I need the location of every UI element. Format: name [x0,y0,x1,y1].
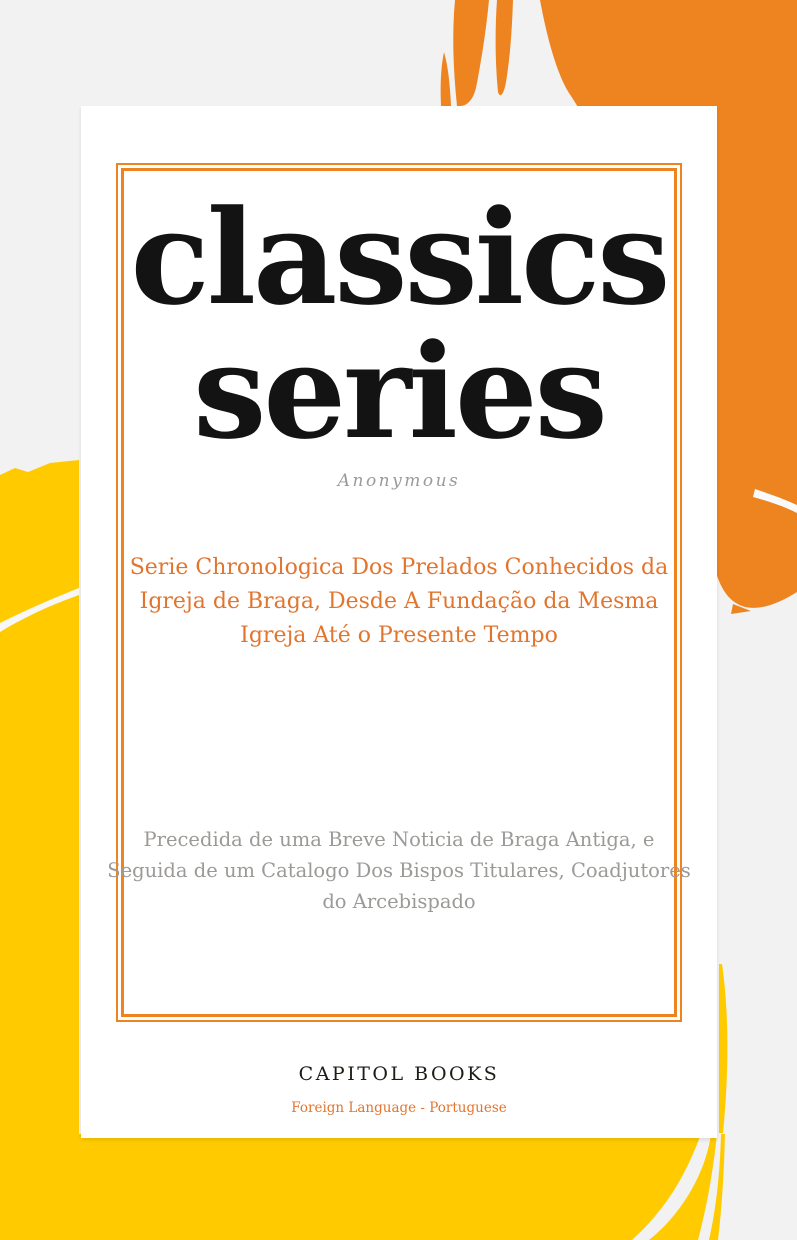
book-title-line: Igreja Até o Presente Tempo [240,623,558,648]
book-title-line: Igreja de Braga, Desde A Fundação da Mesma [139,589,659,614]
publisher-name: CAPITOL BOOKS [298,1063,500,1085]
series-title [81,181,717,468]
book-subtitle-line: Precedida de uma Breve Noticia de Braga Antiga, e [143,828,655,851]
orange-brush-tip [441,52,451,106]
book-title [81,551,717,653]
book-subtitle-line: Seguida de um Catalogo Dos Bispos Titulares, Coadjutores [107,859,691,882]
orange-brush-streak [453,0,489,106]
yellow-brush-crescent [719,964,727,1133]
book-subtitle [81,824,717,917]
book-title-line: Serie Chronologica Dos Prelados Conhecidos da [129,555,669,580]
series-title-line2: series [193,315,605,468]
author-name: Anonymous [337,471,461,491]
book-subtitle-line: do Arcebispado [322,890,476,913]
orange-brush-streak [496,0,513,95]
yellow-brush-stroke-bottom [0,1134,701,1240]
category-label: Foreign Language - Portuguese [291,1100,507,1116]
yellow-brush-stroke-left [0,460,79,1240]
book-card [81,106,717,1138]
series-title-line1: classics [130,181,668,334]
